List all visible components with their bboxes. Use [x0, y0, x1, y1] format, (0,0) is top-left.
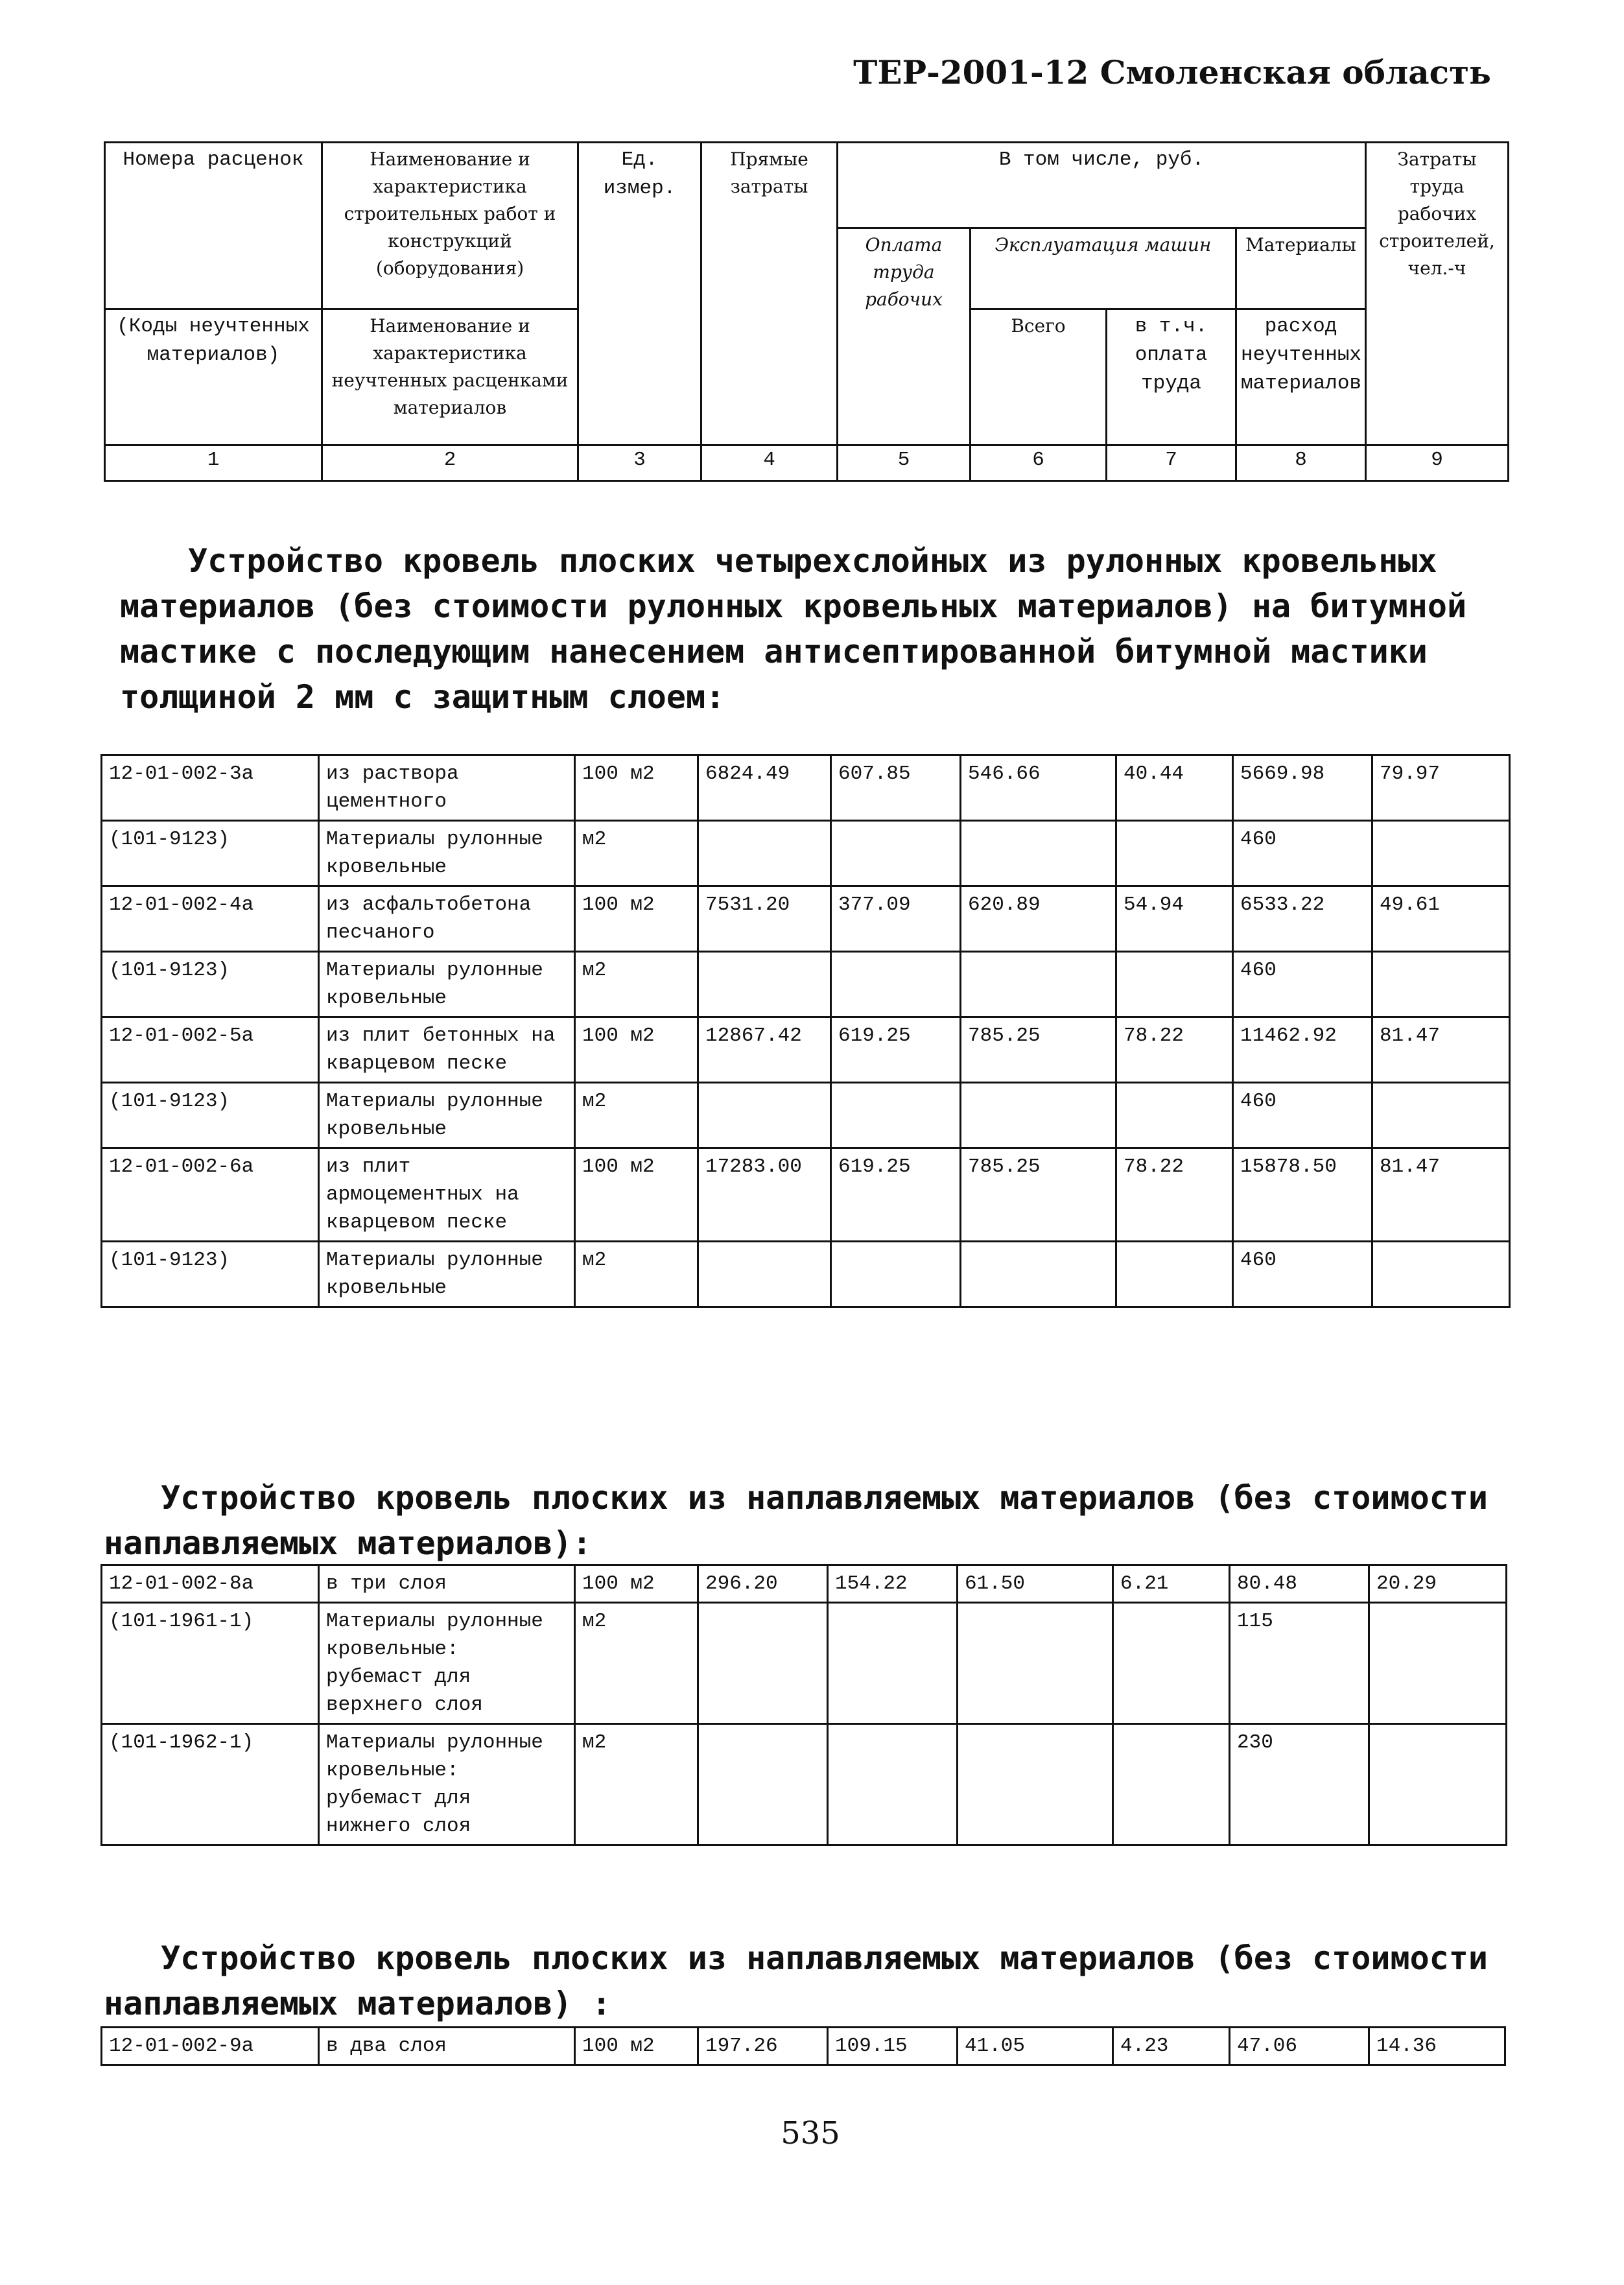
labor-hours-cell — [1369, 1724, 1507, 1845]
header-machines: Эксплуатация машин — [971, 228, 1236, 309]
machines-labor-cell — [1113, 1603, 1230, 1724]
direct-costs-cell — [698, 1242, 831, 1307]
header-number: 4 — [701, 445, 838, 481]
direct-costs-cell: 12867.42 — [698, 1017, 831, 1083]
labor-pay-cell: 154.22 — [828, 1565, 958, 1603]
direct-costs-cell: 296.20 — [698, 1565, 828, 1603]
header-number: 2 — [322, 445, 578, 481]
unit-cell: м2 — [575, 952, 698, 1017]
labor-pay-cell — [828, 1724, 958, 1845]
rates-table — [100, 2026, 1506, 2066]
machines-labor-cell: 4.23 — [1113, 2028, 1230, 2065]
header-materials: Материалы — [1236, 228, 1366, 309]
section-title: Устройство кровель плоских из наплавляемых материалов (без стоимости наплавляемых материалов) : — [104, 1939, 1488, 2022]
header-number: 3 — [578, 445, 701, 481]
materials-cell: 11462.92 — [1233, 1017, 1372, 1083]
document-title: ТЕР-2001-12 Смоленская область — [853, 53, 1491, 91]
header-direct-costs: Прямые затраты — [701, 143, 838, 445]
work-name-cell: Материалы рулонные кровельные: рубемаст для нижнего слоя — [319, 1724, 575, 1845]
labor-hours-cell: 20.29 — [1369, 1565, 1507, 1603]
rate-code-cell: (101-9123) — [102, 952, 319, 1017]
materials-cell: 460 — [1233, 952, 1372, 1017]
work-name-cell: Материалы рулонные кровельные — [319, 1242, 575, 1307]
labor-hours-cell: 49.61 — [1372, 886, 1510, 952]
unit-cell: 100 м2 — [575, 1148, 698, 1242]
section-title: Устройство кровель плоских из наплавляемых материалов (без стоимости наплавляемых материалов): — [104, 1479, 1488, 1562]
labor-pay-cell: 619.25 — [831, 1148, 961, 1242]
labor-pay-cell — [831, 821, 961, 886]
header-material-consumption: расход неучтенных материалов — [1236, 309, 1366, 445]
labor-pay-cell — [831, 1242, 961, 1307]
header-number: 5 — [838, 445, 971, 481]
machines-cell — [958, 1724, 1113, 1845]
rates-table — [100, 754, 1511, 1308]
machines-cell — [961, 952, 1116, 1017]
machines-labor-cell — [1116, 821, 1233, 886]
machines-labor-cell — [1116, 1242, 1233, 1307]
page-number: 535 — [781, 2115, 840, 2151]
machines-labor-cell — [1113, 1724, 1230, 1845]
machines-labor-cell: 78.22 — [1116, 1017, 1233, 1083]
rate-code-cell: (101-1961-1) — [102, 1603, 319, 1724]
unit-cell: м2 — [575, 1242, 698, 1307]
labor-pay-cell — [828, 1603, 958, 1724]
header-machines-labor: в т.ч. оплата труда — [1107, 309, 1236, 445]
direct-costs-cell: 7531.20 — [698, 886, 831, 952]
table-row — [102, 1724, 1507, 1845]
column-header-table — [104, 141, 1509, 482]
header-work-name: Наименование и характеристика строительных работ и конструкций (оборудования) — [322, 143, 578, 309]
machines-labor-cell: 40.44 — [1116, 755, 1233, 821]
direct-costs-cell — [698, 1083, 831, 1148]
labor-hours-cell — [1372, 821, 1510, 886]
materials-cell: 460 — [1233, 1242, 1372, 1307]
labor-pay-cell: 109.15 — [828, 2028, 958, 2065]
rate-code-cell: 12-01-002-6а — [102, 1148, 319, 1242]
table-row — [102, 755, 1510, 821]
table-row — [102, 1083, 1510, 1148]
table-row — [102, 952, 1510, 1017]
materials-cell: 230 — [1230, 1724, 1369, 1845]
materials-cell: 115 — [1230, 1603, 1369, 1724]
table-row — [102, 1603, 1507, 1724]
work-name-cell: из плит бетонных на кварцевом песке — [319, 1017, 575, 1083]
materials-cell: 460 — [1233, 1083, 1372, 1148]
work-name-cell: Материалы рулонные кровельные — [319, 952, 575, 1017]
labor-pay-cell: 619.25 — [831, 1017, 961, 1083]
header-material-codes: (Коды неучтенных материалов) — [105, 309, 322, 445]
rate-code-cell: (101-9123) — [102, 821, 319, 886]
unit-cell: м2 — [575, 821, 698, 886]
rate-code-cell: (101-9123) — [102, 1083, 319, 1148]
work-name-cell: в три слоя — [319, 1565, 575, 1603]
unit-cell: 100 м2 — [575, 1565, 698, 1603]
header-material-names: Наименование и характеристика неучтенных расценками материалов — [322, 309, 578, 445]
rate-code-cell: (101-1962-1) — [102, 1724, 319, 1845]
table-row — [102, 1242, 1510, 1307]
work-name-cell: Материалы рулонные кровельные: рубемаст для верхнего слоя — [319, 1603, 575, 1724]
machines-cell: 785.25 — [961, 1017, 1116, 1083]
materials-cell: 80.48 — [1230, 1565, 1369, 1603]
table-row — [102, 821, 1510, 886]
labor-hours-cell — [1372, 952, 1510, 1017]
table-row — [102, 2028, 1505, 2065]
machines-labor-cell: 78.22 — [1116, 1148, 1233, 1242]
table-row — [102, 1017, 1510, 1083]
labor-hours-cell: 14.36 — [1369, 2028, 1505, 2065]
direct-costs-cell — [698, 1603, 828, 1724]
header-labor-pay: Оплата труда рабочих — [838, 228, 971, 445]
rate-code-cell: (101-9123) — [102, 1242, 319, 1307]
work-name-cell: в два слоя — [319, 2028, 575, 2065]
materials-cell: 47.06 — [1230, 2028, 1369, 2065]
labor-hours-cell: 81.47 — [1372, 1017, 1510, 1083]
materials-cell: 460 — [1233, 821, 1372, 886]
unit-cell: м2 — [575, 1083, 698, 1148]
rate-code-cell: 12-01-002-3а — [102, 755, 319, 821]
header-rate-number: Номера расценок — [105, 143, 322, 309]
direct-costs-cell — [698, 821, 831, 886]
unit-cell: м2 — [575, 1603, 698, 1724]
machines-cell — [961, 1242, 1116, 1307]
machines-labor-cell: 6.21 — [1113, 1565, 1230, 1603]
header-unit: Ед. измер. — [578, 143, 701, 445]
unit-cell: 100 м2 — [575, 2028, 698, 2065]
table-row — [102, 1565, 1507, 1603]
materials-cell: 6533.22 — [1233, 886, 1372, 952]
machines-cell — [961, 1083, 1116, 1148]
materials-cell: 15878.50 — [1233, 1148, 1372, 1242]
machines-labor-cell — [1116, 952, 1233, 1017]
work-name-cell: Материалы рулонные кровельные — [319, 1083, 575, 1148]
machines-cell — [958, 1603, 1113, 1724]
direct-costs-cell: 17283.00 — [698, 1148, 831, 1242]
header-number: 1 — [105, 445, 322, 481]
work-name-cell: Материалы рулонные кровельные — [319, 821, 575, 886]
table-row — [102, 1148, 1510, 1242]
rate-code-cell: 12-01-002-8а — [102, 1565, 319, 1603]
header-number: 8 — [1236, 445, 1366, 481]
table-row — [102, 886, 1510, 952]
labor-pay-cell — [831, 1083, 961, 1148]
direct-costs-cell — [698, 1724, 828, 1845]
direct-costs-cell: 6824.49 — [698, 755, 831, 821]
work-name-cell: из раствора цементного — [319, 755, 575, 821]
machines-cell: 546.66 — [961, 755, 1116, 821]
rate-code-cell: 12-01-002-9а — [102, 2028, 319, 2065]
labor-pay-cell — [831, 952, 961, 1017]
unit-cell: 100 м2 — [575, 1017, 698, 1083]
rate-code-cell: 12-01-002-4а — [102, 886, 319, 952]
machines-cell: 61.50 — [958, 1565, 1113, 1603]
machines-labor-cell: 54.94 — [1116, 886, 1233, 952]
labor-hours-cell: 81.47 — [1372, 1148, 1510, 1242]
machines-labor-cell — [1116, 1083, 1233, 1148]
labor-hours-cell — [1372, 1083, 1510, 1148]
unit-cell: 100 м2 — [575, 886, 698, 952]
header-number: 9 — [1366, 445, 1509, 481]
header-number: 7 — [1107, 445, 1236, 481]
unit-cell: 100 м2 — [575, 755, 698, 821]
work-name-cell: из асфальтобетона песчаного — [319, 886, 575, 952]
work-name-cell: из плит армоцементных на кварцевом песке — [319, 1148, 575, 1242]
labor-pay-cell: 607.85 — [831, 755, 961, 821]
labor-hours-cell: 79.97 — [1372, 755, 1510, 821]
header-machines-total: Всего — [971, 309, 1107, 445]
direct-costs-cell — [698, 952, 831, 1017]
header-including: В том числе, руб. — [838, 143, 1366, 228]
labor-pay-cell: 377.09 — [831, 886, 961, 952]
direct-costs-cell: 197.26 — [698, 2028, 828, 2065]
rate-code-cell: 12-01-002-5а — [102, 1017, 319, 1083]
unit-cell: м2 — [575, 1724, 698, 1845]
section-title: Устройство кровель плоских четырехслойных из рулонных кровельных материалов (без стоимости рулонных кровельных материалов) на битумной мастике с последующим нанесением антисептированной битумной мастики толщиной 2 мм с защитным слоем: — [120, 542, 1467, 716]
labor-hours-cell — [1369, 1603, 1507, 1724]
header-labor-hours: Затраты труда рабочих строителей, чел.-ч — [1366, 143, 1509, 445]
machines-cell — [961, 821, 1116, 886]
header-number: 6 — [971, 445, 1107, 481]
machines-cell: 620.89 — [961, 886, 1116, 952]
labor-hours-cell — [1372, 1242, 1510, 1307]
machines-cell: 785.25 — [961, 1148, 1116, 1242]
rates-table — [100, 1564, 1507, 1846]
machines-cell: 41.05 — [958, 2028, 1113, 2065]
materials-cell: 5669.98 — [1233, 755, 1372, 821]
